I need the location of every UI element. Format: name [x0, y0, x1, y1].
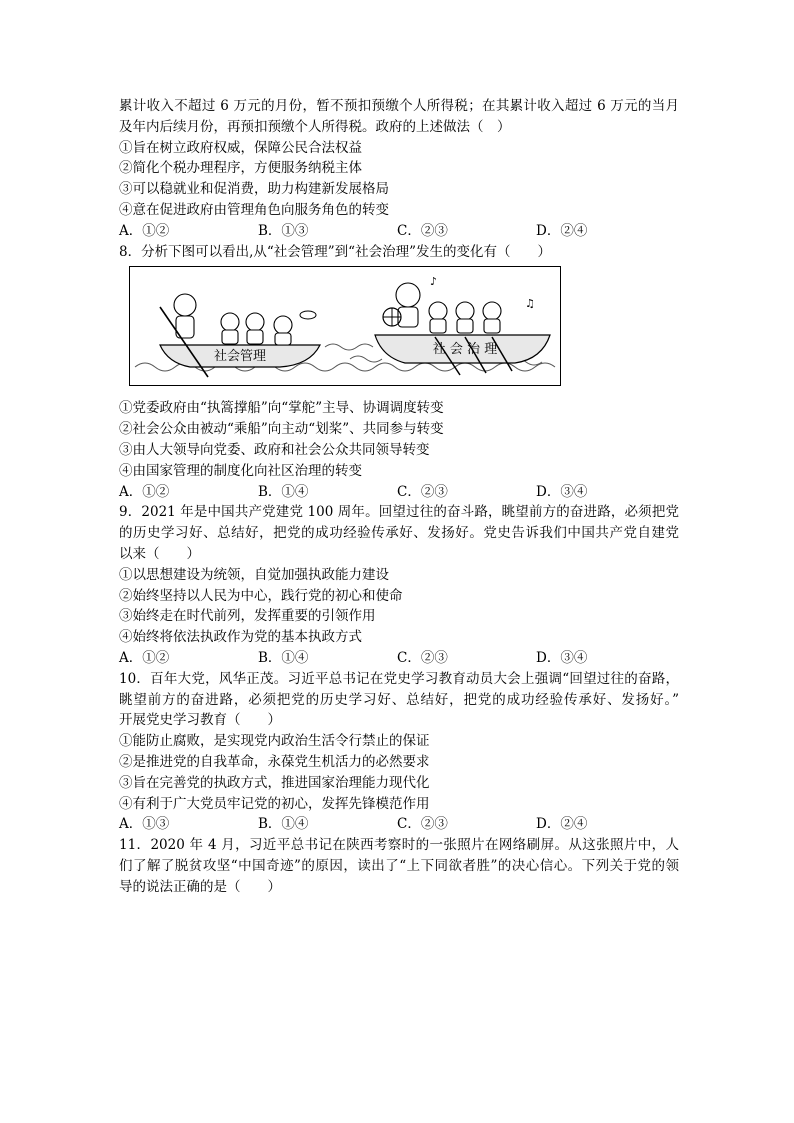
q7-statement-2: ②简化个税办理程序，方便服务纳税主体: [119, 160, 362, 177]
q10-option-a[interactable]: A．①③: [119, 816, 170, 833]
q10-statement-2: ②是推进党的自我革命，永葆党生机活力的必然要求: [119, 753, 430, 770]
exam-page: [119, 96, 679, 898]
q7-option-c[interactable]: C．②③: [397, 222, 448, 239]
right-boat-label: 社 会 治 理: [432, 342, 498, 358]
q9-statement-2: ②始终坚持以人民为中心，践行党的初心和使命: [119, 587, 403, 604]
svg-text:♪: ♪: [430, 275, 438, 289]
svg-text:♫: ♫: [525, 297, 535, 311]
q7-statement-3: ③可以稳就业和促消费，助力构建新发展格局: [119, 181, 389, 198]
q10-option-c[interactable]: C．②③: [397, 816, 448, 833]
q7-statement-4: ④意在促进政府由管理角色向服务角色的转变: [119, 201, 389, 218]
q9-stem-line-2: 的历史学习好、总结好，把党的成功经验传承好、发扬好。党史告诉我们中国共产党自建党: [119, 525, 679, 542]
q8-statement-3: ③由人大领导向党委、政府和社会公众共同领导转变: [119, 441, 430, 458]
q11-stem-line-1: 11．2020 年 4 月，习近平总书记在陕西考察时的一张照片在网络刷屏。从这张照片中，人: [119, 837, 679, 854]
q8-options: [119, 482, 679, 503]
boats-cartoon: [130, 267, 560, 385]
q11-stem-line-3: 导的说法正确的是（ ）: [119, 878, 281, 895]
q9-option-a[interactable]: A．①②: [119, 649, 170, 666]
q10-statement-1: ①能防止腐败，是实现党内政治生活令行禁止的保证: [119, 733, 430, 750]
q8-option-c[interactable]: C．②③: [397, 483, 448, 500]
q8-option-d[interactable]: D．③④: [536, 483, 588, 500]
q10-stem-line-3: 开展党史学习教育（ ）: [119, 712, 281, 729]
q7-options: [119, 221, 679, 242]
left-boat-label: 社会管理: [213, 349, 267, 365]
q10-option-d[interactable]: D．②④: [536, 816, 588, 833]
q7-option-d[interactable]: D．②④: [536, 222, 588, 239]
q7-statement-1: ①旨在树立政府权威，保障公民合法权益: [119, 139, 362, 156]
q8-cartoon-figure: [129, 266, 561, 386]
q8-statement-1: ①党委政府由“执篙撑船”向“掌舵”主导、协调调度转变: [119, 400, 444, 417]
q10-statement-4: ④有利于广大党员牢记党的初心，发挥先锋模范作用: [119, 795, 430, 812]
q9-statement-4: ④始终将依法执政作为党的基本执政方式: [119, 629, 362, 646]
q8-stem: 8．分析下图可以看出,从“社会管理”到“社会治理”发生的变化有（ ）: [119, 243, 551, 260]
q9-options: [119, 648, 679, 669]
q7-option-b[interactable]: B．①③: [258, 222, 309, 239]
q10-stem-line-2: 眺望前方的奋进路，必须把党的历史学习好、总结好，把党的成功经验传承好、发扬好。”: [119, 691, 679, 708]
q8-option-b[interactable]: B．①④: [258, 483, 309, 500]
q11-stem-line-2: 们了解了脱贫攻坚“中国奇迹”的原因，读出了“上下同欲者胜”的决心信心。下列关于党的领: [119, 857, 679, 874]
q9-stem-line-3: 以来（ ）: [119, 545, 200, 562]
q10-stem-line-1: 10．百年大党，风华正茂。习近平总书记在党史学习教育动员大会上强调“回望过往的奋路，: [119, 670, 679, 687]
q9-stem-line-1: 9．2021 年是中国共产党建党 100 周年。回望过往的奋斗路，眺望前方的奋进路，必须把党: [119, 504, 679, 521]
q10-options: [119, 814, 679, 835]
q8-statement-2: ②社会公众由被动“乘船”向主动“划桨”、共同参与转变: [119, 421, 444, 438]
q9-option-d[interactable]: D．③④: [536, 649, 588, 666]
q9-option-b[interactable]: B．①④: [258, 649, 309, 666]
q8-option-a[interactable]: A．①②: [119, 483, 170, 500]
q7-option-a[interactable]: A．①②: [119, 222, 170, 239]
q10-statement-3: ③旨在完善党的执政方式，推进国家治理能力现代化: [119, 774, 430, 791]
q7-stem-line-1: 累计收入不超过 6 万元的月份，暂不预扣预缴个人所得税；在其累计收入超过 6 万元的当月: [119, 98, 679, 114]
q9-statement-1: ①以思想建设为统领，自觉加强执政能力建设: [119, 566, 389, 583]
q7-stem-line-2: 及年内后续月份，再预扣预缴个人所得税。政府的上述做法（ ）: [119, 118, 511, 135]
q8-statement-4: ④由国家管理的制度化向社区治理的转变: [119, 462, 362, 479]
q9-option-c[interactable]: C．②③: [397, 649, 448, 666]
q9-statement-3: ③始终走在时代前列，发挥重要的引领作用: [119, 608, 376, 625]
q10-option-b[interactable]: B．①④: [258, 816, 309, 833]
